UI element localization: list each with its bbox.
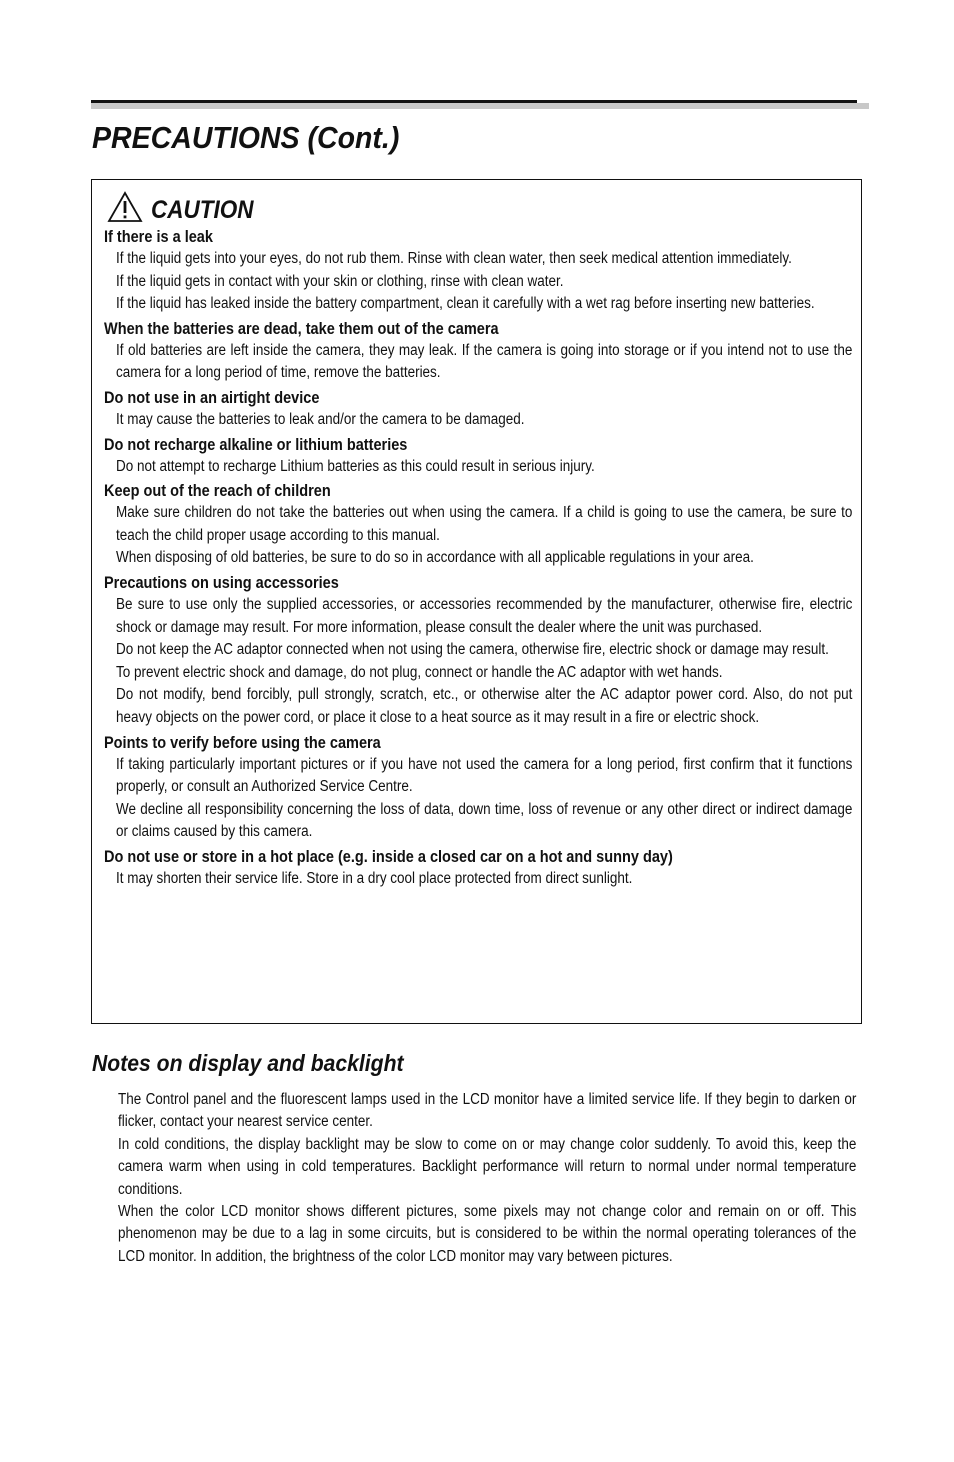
section-body	[116, 248, 852, 316]
section-paragraph: If the liquid gets in contact with your skin or clothing, rinse with clean water.	[116, 272, 564, 290]
caution-section	[104, 846, 852, 891]
notes-body	[118, 1089, 856, 1268]
caution-header	[107, 188, 852, 226]
section-paragraph: If old batteries are left inside the camera, they may leak. If the camera is going into storage or if you intend not to use the camera for a long period of time, remove the batteries.	[116, 341, 853, 382]
caution-section	[104, 732, 852, 844]
section-body	[116, 340, 852, 385]
section-paragraph: Do not attempt to recharge Lithium batteries as this could result in serious injury.	[116, 457, 595, 475]
page-title: PRECAUTIONS (Cont.)	[92, 120, 400, 155]
section-heading: Do not use or store in a hot place (e.g. inside a closed car on a hot and sunny day)	[104, 847, 673, 866]
section-heading: When the batteries are dead, take them out of the camera	[104, 319, 499, 338]
section-paragraph: Do not modify, bend forcibly, pull strongly, scratch, etc., or otherwise alter the AC adaptor power cord. Also, do not put heavy objects on the power cord, or place it close to a heat source as it may result in a fire or electric shock.	[116, 686, 853, 726]
section-body	[116, 754, 852, 844]
section-heading: Points to verify before using the camera	[104, 733, 381, 752]
caution-section	[104, 318, 852, 385]
section-paragraph: Be sure to use only the supplied accessories, or accessories recommended by the manufacturer, otherwise fire, electric shock or damage may result. For more information, please consult the dealer where the unit was purchased.	[116, 595, 853, 636]
caution-box	[91, 179, 862, 1024]
caution-section	[104, 226, 852, 316]
notes-title: Notes on display and backlight	[92, 1050, 404, 1076]
section-body	[116, 456, 852, 479]
section-heading: Keep out of the reach of children	[104, 482, 331, 501]
section-heading: Do not recharge alkaline or lithium batteries	[104, 435, 408, 454]
caution-section	[104, 387, 852, 432]
section-heading: If there is a leak	[104, 228, 213, 246]
section-paragraph: It may cause the batteries to leak and/or the camera to be damaged.	[116, 410, 525, 428]
section-paragraph: If taking particularly important pictures or if you have not used the camera for a long period, first confirm that it functions properly, or consult an Authorized Service Centre.	[116, 755, 853, 796]
section-body	[116, 409, 852, 432]
section-paragraph: Do not keep the AC adaptor connected when not using the camera, otherwise fire, electric shock or damage may result.	[116, 641, 829, 659]
section-body	[116, 502, 852, 570]
section-paragraph: If the liquid gets into your eyes, do not rub them. Rinse with clean water, then seek medical attention immediately.	[116, 250, 792, 267]
section-body	[116, 594, 852, 730]
section-heading: Precautions on using accessories	[104, 573, 339, 592]
caution-section	[104, 572, 852, 730]
notes-paragraph: In cold conditions, the display backlight may be slow to come on or may change color suddenly. To avoid this, keep the camera warm when using in cold temperatures. Backlight performance will return to normal under normal temperature conditions.	[118, 1135, 857, 1198]
caution-sections	[104, 226, 852, 890]
notes-paragraph: The Control panel and the fluorescent lamps used in the LCD monitor have a limited service life. If they begin to darken or flicker, contact your nearest service center.	[118, 1091, 857, 1131]
warning-triangle-icon	[107, 191, 143, 223]
section-paragraph: Make sure children do not take the batteries out when using the camera. If a child is going to use the camera, be sure to teach the child proper usage according to this manual.	[116, 504, 853, 544]
section-paragraph: When disposing of old batteries, be sure to do so in accordance with all applicable regulations in your area.	[116, 549, 754, 567]
caution-section	[104, 434, 852, 479]
section-body	[116, 868, 852, 891]
section-paragraph: We decline all responsibility concerning the loss of data, down time, loss of revenue or any other direct or indirect damage or claims caused by this camera.	[116, 800, 853, 841]
header-rule-shadow	[91, 103, 869, 109]
section-paragraph: To prevent electric shock and damage, do not plug, connect or handle the AC adaptor with wet hands.	[116, 663, 723, 681]
caution-section	[104, 480, 852, 570]
notes-paragraph: When the color LCD monitor shows different pictures, some pixels may not change color and remain on or off. This phenomenon may be due to a lag in some circuits, but is considered to be within the normal operating tolerances of the LCD monitor. In addition, the brightness of the color LCD monitor may vary between pictures.	[118, 1203, 857, 1265]
section-paragraph: It may shorten their service life. Store in a dry cool place protected from direct sunlight.	[116, 869, 633, 887]
section-heading: Do not use in an airtight device	[104, 388, 320, 407]
section-paragraph: If the liquid has leaked inside the battery compartment, clean it carefully with a wet rag before inserting new batteries.	[116, 295, 815, 313]
caution-label: CAUTION	[151, 195, 254, 224]
